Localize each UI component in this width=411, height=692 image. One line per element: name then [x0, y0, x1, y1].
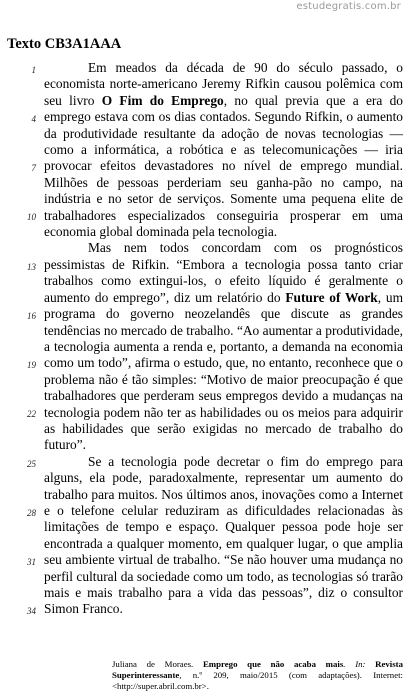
- line-number: 31: [27, 557, 36, 567]
- text-title: Texto CB3A1AAA: [7, 36, 122, 52]
- line-number: 13: [27, 262, 36, 272]
- paragraph-text: , no qual previa que a era do emprego estava com os dias contados. Segundo Rifkin, o aumento da produtividade resultante da adoção de novas tecnologias — como a informática, a robótica e as telecomunicações — iria provocar efeitos devastadores no nível de emprego mundial. Milhões de pessoas perderiam seu ganha-pão no campo, na indústria e no setor de serviços. Somente uma pequena elite de trabalhadores especializados conseguiria prosperar em uma economia global dominada pela tecnologia.: [44, 92, 403, 240]
- line-number: 7: [31, 163, 36, 173]
- citation-magazine: Revista Superinteressante: [112, 659, 404, 680]
- paragraph-text: Se a tecnologia pode decretar o fim do emprego para alguns, ela pode, paradoxalmente, representar um aumento do trabalho para muitos. Nos últimos anos, inovações como a Internet e o telefone celular reduziram as dificuldades relacionadas às limitações de tempo e espaço. Qualquer pessoa pode hoje ser encontrada a qualquer momento, em qualquer lugar, o que amplia seu ambiente virtual de trabalho. “Se não houver uma mudança no perfil cultural da sociedade como um todo, as tecnologias só trarão mais e mais trabalho para a vida das pessoas”, diz o consultor Simon Franco.: [44, 453, 403, 617]
- line-number: 34: [27, 606, 36, 616]
- paragraph-2: [44, 240, 403, 453]
- line-number: 4: [31, 114, 36, 124]
- line-number: 16: [27, 311, 36, 321]
- paragraph-text: , um programa do governo neozelandês que discute as grandes tendências no mercado de trabalho. “Ao aumentar a produtividade, a tecnologia aumenta a renda e, portanto, a demanda na economia como um todo”, afirma o estudo, que, no entanto, reconhece que o problema não é tão simples: “Motivo de maior preocupação é que trabalhadores que perderam seus empregos devido a mudanças na tecnologia podem não ter as habilidades ou os meios para adquirir as habilidades que serão exigidas no mercado de trabalho do futuro”.: [44, 289, 403, 453]
- book-title: O Fim do Emprego: [101, 92, 224, 108]
- site-watermark: estudegratis.com.br: [296, 1, 401, 12]
- paragraph-text: Mas nem todos concordam com os prognósticos pessimistas de Rifkin. “Embora a tecnologia possa tanto criar trabalhos como extingui-los, o efeito líquido é geralmente o aumento do emprego”, diz um relatório do: [44, 240, 403, 305]
- line-number: 25: [27, 459, 36, 469]
- citation-details: , n.º 209, maio/2015 (com adaptações). Internet: <http://super.abril.com.br>.: [112, 670, 403, 691]
- paragraph-1: [44, 60, 403, 240]
- program-name: Future of Work: [285, 289, 378, 305]
- text-body: [44, 60, 403, 618]
- line-number: 22: [27, 409, 36, 419]
- line-number: 1: [31, 65, 36, 75]
- paragraph-3: [44, 454, 403, 618]
- citation-work: Emprego que não acaba mais: [202, 659, 344, 669]
- line-number: 10: [27, 212, 36, 222]
- line-number: 28: [27, 508, 36, 518]
- source-citation: [112, 659, 403, 692]
- paragraph-text: Em meados da década de 90 do século passado, o economista norte-americano Jeremy Rifkin causou polêmica com seu livro: [44, 60, 403, 108]
- line-number: 19: [27, 360, 36, 370]
- citation-in: . In:: [343, 659, 376, 669]
- citation-author: Juliana de Moraes.: [112, 659, 203, 669]
